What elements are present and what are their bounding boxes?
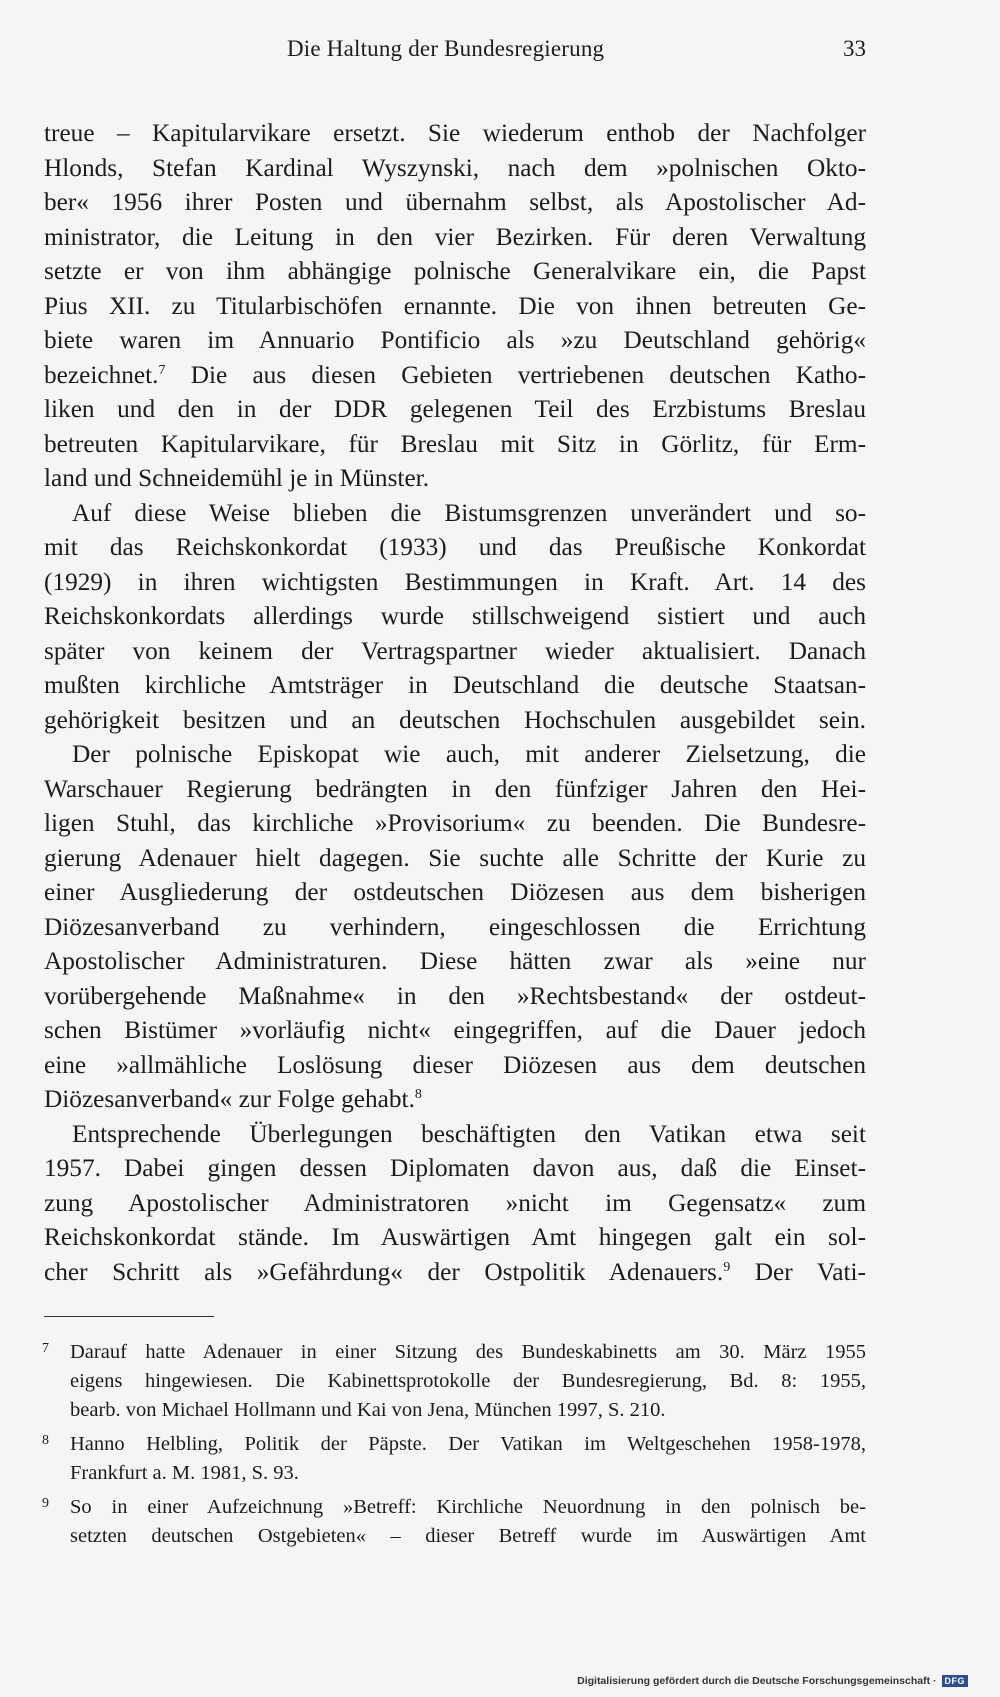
text-line: Reichskonkordats allerdings wurde stillschweigend sistiert und auch xyxy=(44,602,866,630)
text-line: Pius XII. zu Titularbischöfen ernannte. Die von ihnen betreuten Ge- xyxy=(44,291,866,320)
text-line: mit das Reichskonkordat (1933) und das Preußische Konkordat xyxy=(44,533,866,561)
text-segment: Der Vati- xyxy=(754,1257,866,1286)
footnote-line: So in einer Aufzeichnung »Betreff: Kirchliche Neuordnung in den polnisch be- xyxy=(70,1496,866,1518)
footnote-line: setzten deutschen Ostgebieten« – dieser Betreff wurde im Auswärtigen Amt xyxy=(70,1525,866,1547)
credit-text: Digitalisierung gefördert durch die Deutsche Forschungsgemeinschaft · xyxy=(577,1674,937,1687)
footnote-number: 7 xyxy=(42,1341,49,1356)
footnote-7 xyxy=(40,1338,866,1425)
footnote-line: bearb. von Michael Hollmann und Kai von Jena, München 1997, S. 210. xyxy=(70,1399,666,1421)
text-line: liken und den in der DDR gelegenen Teil des Erzbistums Breslau xyxy=(44,395,866,423)
text-line: setzte er von ihm abhängige polnische Generalvikare ein, die Papst xyxy=(44,257,866,285)
text-line: 1957. Dabei gingen dessen Diplomaten davon aus, daß die Einset- xyxy=(44,1154,866,1182)
text-line: ber« 1956 ihrer Posten und übernahm selbst, als Apostolischer Ad- xyxy=(44,188,866,216)
text-segment: Diözesanverband« zur Folge gehabt. xyxy=(44,1085,415,1113)
footnote-8 xyxy=(40,1430,866,1488)
body-text xyxy=(44,116,866,1289)
digitization-credit xyxy=(577,1675,968,1687)
text-line: später von keinem der Vertragspartner wieder aktualisiert. Danach xyxy=(44,636,866,665)
footnote-number: 9 xyxy=(42,1496,49,1511)
running-head xyxy=(44,34,866,74)
footnote-divider xyxy=(44,1316,214,1317)
text-line: vorübergehende Maßnahme« in den »Rechtsbestand« der ostdeut- xyxy=(44,981,866,1010)
text-line: ligen Stuhl, das kirchliche »Provisorium« zu beenden. Die Bundesre- xyxy=(44,809,866,837)
text-line: gierung Adenauer hielt dagegen. Sie suchte alle Schritte der Kurie zu xyxy=(44,843,866,872)
text-line: Entsprechende Überlegungen beschäftigten den Vatikan etwa seit xyxy=(72,1119,866,1148)
page-number: 33 xyxy=(843,36,866,61)
footnote-ref: 7 xyxy=(158,362,166,378)
text-segment: bezeichnet. xyxy=(44,360,159,389)
footnote-line: Frankfurt a. M. 1981, S. 93. xyxy=(70,1462,299,1484)
text-line: Warschauer Regierung bedrängten in den fünfziger Jahren den Hei- xyxy=(44,774,866,803)
footnote-line: Darauf hatte Adenauer in einer Sitzung des Bundeskabinetts am 30. März 1955 xyxy=(70,1341,866,1363)
text-line: Reichskonkordat stände. Im Auswärtigen Amt hingegen galt ein sol- xyxy=(44,1223,866,1251)
footnote-ref: 8 xyxy=(414,1087,422,1102)
text-line: land und Schneidemühl je in Münster. xyxy=(44,464,430,492)
footnote-line: eigens hingewiesen. Die Kabinettsprotokolle der Bundesregierung, Bd. 8: 1955, xyxy=(70,1370,866,1392)
text-line xyxy=(44,358,866,393)
footnote-line: Hanno Helbling, Politik der Päpste. Der Vatikan im Weltgeschehen 1958-1978, xyxy=(70,1433,866,1455)
text-line: einer Ausgliederung der ostdeutschen Diözesen aus dem bisherigen xyxy=(44,878,866,906)
text-line: Diözesanverband zu verhindern, eingeschlossen die Errichtung xyxy=(44,912,866,941)
text-line: biete waren im Annuario Pontificio als »zu Deutschland gehörig« xyxy=(44,326,866,354)
dfg-logo-icon: DFG xyxy=(942,1675,969,1687)
text-line: treue – Kapitularvikare ersetzt. Sie wiederum enthob der Nachfolger xyxy=(44,119,866,147)
text-line xyxy=(44,1255,866,1290)
footnote-9 xyxy=(40,1493,866,1551)
text-line: eine »allmähliche Loslösung dieser Diözesen aus dem deutschen xyxy=(44,1050,866,1079)
text-line: (1929) in ihren wichtigsten Bestimmungen in Kraft. Art. 14 des xyxy=(44,567,866,596)
text-line: Der polnische Episkopat wie auch, mit anderer Zielsetzung, die xyxy=(72,740,866,768)
text-line: gehörigkeit besitzen und an deutschen Hochschulen ausgebildet sein. xyxy=(44,705,866,734)
text-segment: cher Schritt als »Gefährdung« der Ostpolitik Adenauers. xyxy=(44,1257,724,1286)
text-line: Apostolischer Administraturen. Diese hätten zwar als »eine nur xyxy=(44,947,866,975)
footnotes xyxy=(40,1338,866,1551)
text-segment: Die aus diesen Gebieten vertriebenen deutschen Katho- xyxy=(190,360,867,389)
text-line: Hlonds, Stefan Kardinal Wyszynski, nach dem »polnischen Okto- xyxy=(44,153,866,182)
footnote-ref: 9 xyxy=(723,1259,731,1275)
text-line: ministrator, die Leitung in den vier Bezirken. Für deren Verwaltung xyxy=(44,222,866,251)
running-title: Die Haltung der Bundesregierung xyxy=(287,36,605,61)
text-line: schen Bistümer »vorläufig nicht« eingegriffen, auf die Dauer jedoch xyxy=(44,1016,866,1044)
text-line: Auf diese Weise blieben die Bistumsgrenzen unverändert und so- xyxy=(72,498,866,527)
footnote-number: 8 xyxy=(42,1433,49,1448)
text-line xyxy=(44,1082,866,1117)
text-line: mußten kirchliche Amtsträger in Deutschland die deutsche Staatsan- xyxy=(44,671,866,699)
text-line: zung Apostolischer Administratoren »nicht im Gegensatz« zum xyxy=(44,1188,866,1217)
text-line: betreuten Kapitularvikare, für Breslau mit Sitz in Görlitz, für Erm- xyxy=(44,429,866,458)
